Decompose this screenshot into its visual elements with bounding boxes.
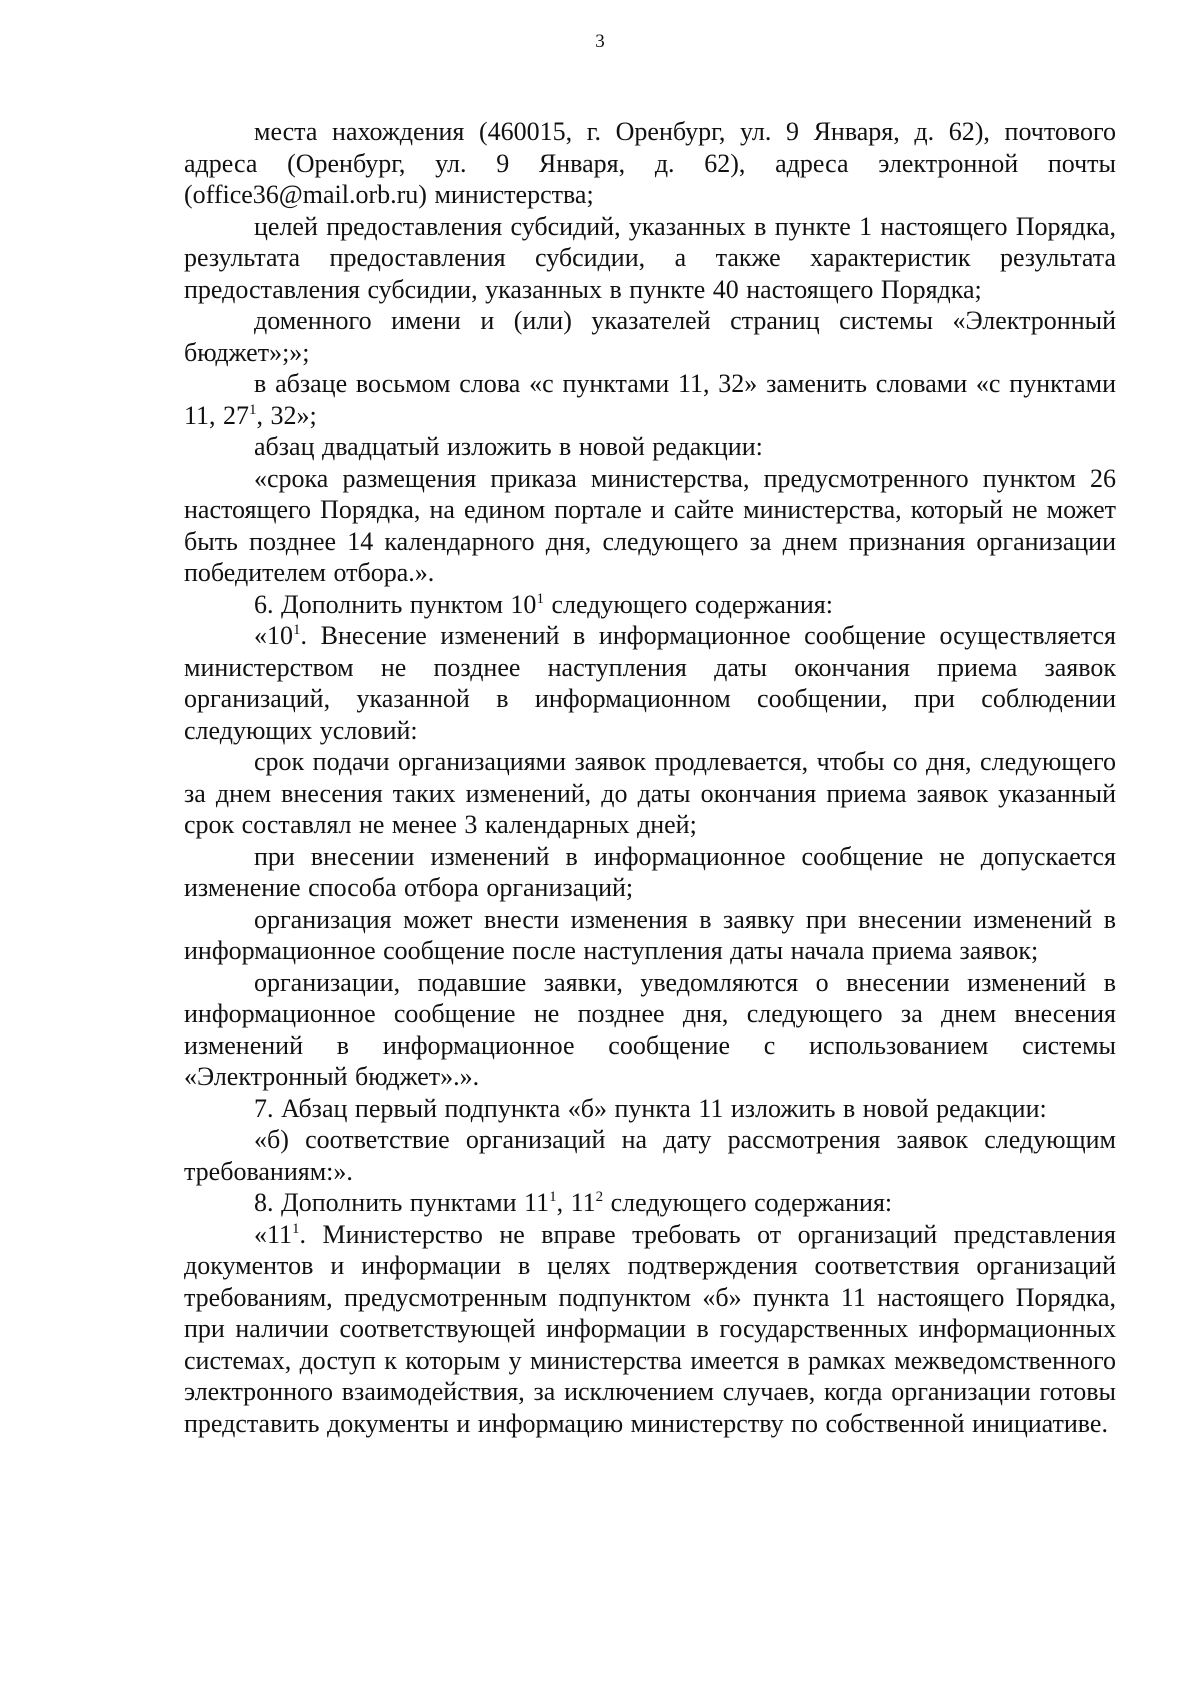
paragraph-text: «срока размещения приказа министерства, предусмотренного пунктом 26 настоящего Порядка, на едином портале и сайте министерства, который не может быть позднее 14 календарного дня, следующего за днем признания организации победителем отбора.». <box>184 463 1116 587</box>
paragraph-p11 <box>184 904 1116 967</box>
paragraph-p15 <box>184 1187 1116 1219</box>
paragraph-p7 <box>184 589 1116 621</box>
superscript-index: 1 <box>249 401 257 418</box>
paragraph-p10 <box>184 841 1116 904</box>
superscript-index: 2 <box>595 1189 604 1205</box>
superscript-index: 1 <box>292 1220 300 1237</box>
paragraph-text: при внесении изменений в информационное сообщение не допускается изменение способа отбора организаций; <box>184 841 1116 902</box>
paragraph-text: «б) соответствие организаций на дату рассмотрения заявок следующим требованиям:». <box>184 1125 1116 1186</box>
paragraph-text: 7. Абзац первый подпункта «б» пункта 11 изложить в новой редакции: <box>254 1093 1047 1123</box>
paragraph-p9 <box>184 746 1116 841</box>
paragraph-text: доменного имени и (или) указателей страниц системы «Электронный бюджет»;»; <box>184 306 1116 367</box>
page-number: 3 <box>595 31 605 52</box>
paragraph-text: «10 <box>254 621 293 650</box>
paragraph-text: в абзаце восьмом слова «с пунктами 11, 32» заменить словами «с пунктами 11, 27 <box>184 369 1116 430</box>
paragraph-p14 <box>184 1124 1116 1187</box>
paragraph-text: . Внесение изменений в информационное сообщение осуществляется министерством не позднее наступления даты окончания приема заявок организаций, указанной в информационном сообщении, при соблюдении следующих условий: <box>184 621 1116 745</box>
paragraph-text: организации, подавшие заявки, уведомляются о внесении изменений в информационное сообщение не позднее дня, следующего за днем внесения изменений в информационное сообщение с использованием системы «Электронный бюджет».». <box>184 967 1116 1091</box>
paragraph-p6 <box>184 463 1116 589</box>
paragraph-text: , 32»; <box>256 400 317 430</box>
paragraph-text: целей предоставления субсидий, указанных в пункте 1 настоящего Порядка, результата предоставления субсидии, а также характеристик результата предоставления субсидии, указанных в пункте 40 настоящего Порядка; <box>184 211 1116 304</box>
paragraph-p3 <box>184 305 1116 368</box>
paragraph-text: абзац двадцатый изложить в новой редакции: <box>254 432 763 461</box>
superscript-index: 1 <box>549 1189 557 1205</box>
paragraph-p13 <box>184 1093 1116 1125</box>
paragraph-text: , 11 <box>556 1188 596 1217</box>
paragraph-p1 <box>184 116 1116 211</box>
superscript-index: 1 <box>293 622 301 638</box>
document-body <box>184 116 1116 1439</box>
paragraph-p8 <box>184 620 1116 746</box>
paragraph-text: «11 <box>254 1219 293 1249</box>
paragraph-p16 <box>184 1219 1116 1440</box>
paragraph-text: организация может внести изменения в заявку при внесении изменений в информационное сообщение после наступления даты начала приема заявок; <box>184 904 1116 965</box>
paragraph-text: следующего содержания: <box>543 589 833 619</box>
paragraph-p4 <box>184 368 1116 431</box>
paragraph-text: места нахождения (460015, г. Оренбург, ул. 9 Января, д. 62), почтового адреса (Оренбург, ул. 9 Января, д. 62), адреса электронной почты (office36@mail.orb.ru) министерства; <box>184 117 1116 209</box>
paragraph-p2 <box>184 211 1116 306</box>
paragraph-text: срок подачи организациями заявок продлевается, чтобы со дня, следующего за днем внесения таких изменений, до даты окончания приема заявок указанный срок составлял не менее 3 календарных дней; <box>184 747 1116 839</box>
paragraph-p12 <box>184 967 1116 1093</box>
superscript-index: 1 <box>536 590 544 607</box>
paragraph-p5 <box>184 431 1116 463</box>
paragraph-text: 8. Дополнить пунктами 11 <box>254 1188 550 1217</box>
paragraph-text: 6. Дополнить пунктом 10 <box>254 589 537 619</box>
paragraph-text: следующего содержания: <box>603 1188 893 1217</box>
paragraph-text: . Министерство не вправе требовать от организаций представления документов и информации в целях подтверждения соответствия организаций требованиям, предусмотренным подпунктом «б» пункта 11 настоящего Порядка, при наличии соответствующей информации в государственных информационных системах, доступ к которым у министерства имеется в рамках межведомственного электронного взаимодействия, за исключением случаев, когда организации готовы представить документы и информацию министерству по собственной инициативе. <box>184 1219 1116 1438</box>
